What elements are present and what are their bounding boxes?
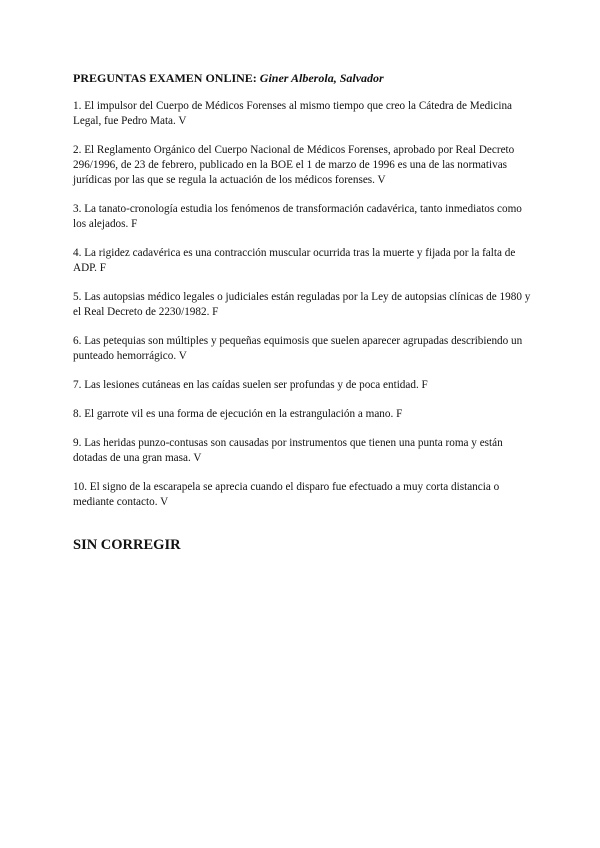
- question-item: 5. Las autopsias médico legales o judiciales están reguladas por la Ley de autopsias clínicas de 1980 y el Real Decreto de 2230/1982. F: [73, 291, 531, 318]
- correction-status: SIN CORREGIR: [73, 537, 181, 553]
- author-name: Giner Alberola, Salvador: [259, 71, 384, 85]
- question-item: 1. El impulsor del Cuerpo de Médicos Forenses al mismo tiempo que creo la Cátedra de Medicina Legal, fue Pedro Mata. V: [73, 100, 513, 127]
- question-item: 3. La tanato-cronología estudia los fenómenos de transformación cadavérica, tanto inmediatos como los alejados. F: [73, 203, 522, 230]
- question-item: 7. Las lesiones cutáneas en las caídas suelen ser profundas y de poca entidad. F: [73, 379, 428, 391]
- question-item: 4. La rigidez cadavérica es una contracción muscular ocurrida tras la muerte y fijada por la falta de ADP. F: [73, 247, 516, 274]
- question-list: [73, 99, 533, 510]
- question-item: 2. El Reglamento Orgánico del Cuerpo Nacional de Médicos Forenses, aprobado por Real Decreto 296/1996, de 23 de febrero, publicado en la BOE el 1 de marzo de 1996 es una de las normativas jurídicas por las que se regula la actuación de los médicos forenses. V: [73, 144, 515, 186]
- document-title: [73, 70, 533, 86]
- question-item: 8. El garrote vil es una forma de ejecución en la estrangulación a mano. F: [73, 408, 403, 420]
- question-item: 9. Las heridas punzo-contusas son causadas por instrumentos que tienen una punta roma y están dotadas de una gran masa. V: [73, 437, 503, 464]
- question-item: 10. El signo de la escarapela se aprecia cuando el disparo fue efectuado a muy corta distancia o mediante contacto. V: [73, 481, 500, 508]
- exam-title: PREGUNTAS EXAMEN ONLINE:: [73, 71, 257, 85]
- document-page: [73, 70, 533, 554]
- question-item: 6. Las petequias son múltiples y pequeñas equimosis que suelen aparecer agrupadas describiendo un punteado hemorrágico. V: [73, 335, 523, 362]
